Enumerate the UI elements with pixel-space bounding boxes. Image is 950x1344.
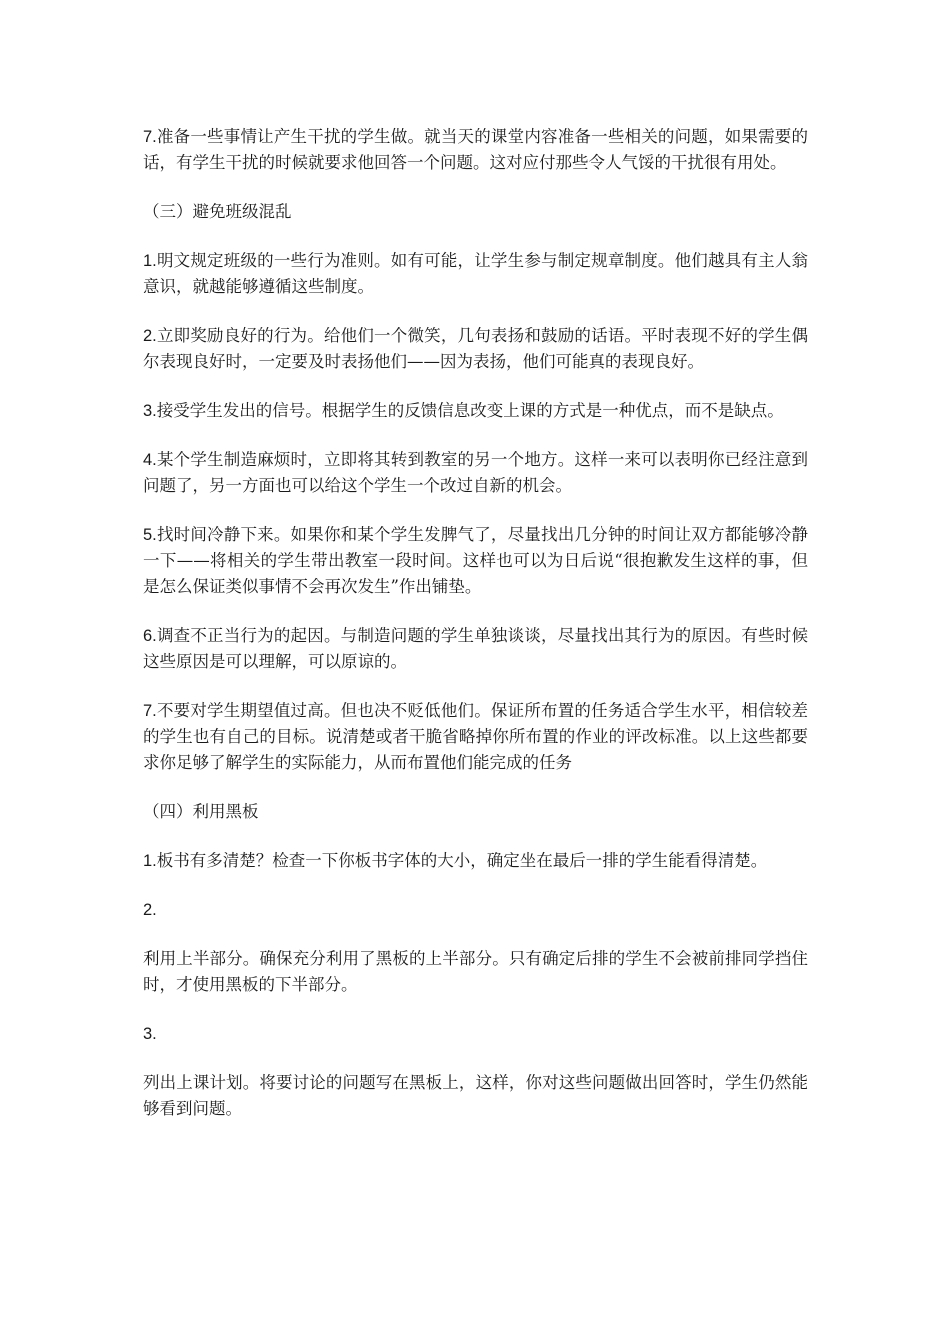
paragraph-text: 准备一些事情让产生干扰的学生做。就当天的课堂内容准备一些相关的问题，如果需要的话，有学生干扰的时候就要求他回答一个问题。这对应付那些令人气馁的干扰很有用处。 xyxy=(143,127,808,172)
paragraph-item-1b xyxy=(143,848,808,874)
paragraph-item-1 xyxy=(143,248,808,300)
paragraph-number: 2. xyxy=(143,901,157,919)
paragraph-number: 5. xyxy=(143,526,157,544)
paragraph-text: 找时间冷静下来。如果你和某个学生发脾气了，尽量找出几分钟的时间让双方都能够冷静一下——将相关的学生带出教室一段时间。这样也可以为日后说“很抱歉发生这样的事，但是怎么保证类似事情不会再次发生”作出铺垫。 xyxy=(143,525,808,596)
paragraph-number: 7. xyxy=(143,128,157,146)
paragraph-item-7b xyxy=(143,698,808,776)
paragraph-number: 1. xyxy=(143,252,157,270)
paragraph-item-3 xyxy=(143,398,808,424)
paragraph-number-3 xyxy=(143,1021,808,1047)
paragraph-item-4 xyxy=(143,447,808,499)
paragraph-number: 1. xyxy=(143,852,157,870)
document-page xyxy=(143,124,808,1145)
paragraph-text: 板书有多清楚？检查一下你板书字体的大小，确定坐在最后一排的学生能看得清楚。 xyxy=(156,851,768,870)
paragraph-item-2 xyxy=(143,323,808,375)
paragraph-number: 6. xyxy=(143,627,157,645)
paragraph-item-5 xyxy=(143,522,808,600)
section-heading-4 xyxy=(143,799,808,825)
paragraph-number: 3. xyxy=(143,402,157,420)
paragraph-number: 7. xyxy=(143,702,157,720)
section-heading-text: （三）避免班级混乱 xyxy=(143,202,292,221)
paragraph-text: 利用上半部分。确保充分利用了黑板的上半部分。只有确定后排的学生不会被前排同学挡住时，才使用黑板的下半部分。 xyxy=(143,949,808,994)
paragraph-text: 调查不正当行为的起因。与制造问题的学生单独谈谈，尽量找出其行为的原因。有些时候这些原因是可以理解，可以原谅的。 xyxy=(143,626,808,671)
paragraph-item-7 xyxy=(143,124,808,176)
section-heading-3 xyxy=(143,199,808,225)
paragraph-text: 接受学生发出的信号。根据学生的反馈信息改变上课的方式是一种优点，而不是缺点。 xyxy=(156,401,784,420)
paragraph-item-6 xyxy=(143,623,808,675)
paragraph-text: 不要对学生期望值过高。但也决不贬低他们。保证所布置的任务适合学生水平，相信较差的学生也有自己的目标。说清楚或者干脆省略掉你所布置的作业的评改标准。以上这些都要求你足够了解学生的实际能力，从而布置他们能完成的任务 xyxy=(143,701,808,772)
section-heading-text: （四）利用黑板 xyxy=(143,802,259,821)
paragraph-text: 某个学生制造麻烦时，立即将其转到教室的另一个地方。这样一来可以表明你已经注意到问题了，另一方面也可以给这个学生一个改过自新的机会。 xyxy=(143,450,808,495)
paragraph-number: 2. xyxy=(143,327,157,345)
paragraph-item-2b xyxy=(143,946,808,998)
paragraph-number-2 xyxy=(143,897,808,923)
paragraph-number: 4. xyxy=(143,451,157,469)
paragraph-item-3b xyxy=(143,1070,808,1122)
paragraph-number: 3. xyxy=(143,1025,157,1043)
paragraph-text: 立即奖励良好的行为。给他们一个微笑，几句表扬和鼓励的话语。平时表现不好的学生偶尔表现良好时，一定要及时表扬他们——因为表扬，他们可能真的表现良好。 xyxy=(143,326,808,371)
paragraph-text: 列出上课计划。将要讨论的问题写在黑板上，这样，你对这些问题做出回答时，学生仍然能够看到问题。 xyxy=(143,1073,808,1118)
paragraph-text: 明文规定班级的一些行为准则。如有可能，让学生参与制定规章制度。他们越具有主人翁意识，就越能够遵循这些制度。 xyxy=(143,251,808,296)
